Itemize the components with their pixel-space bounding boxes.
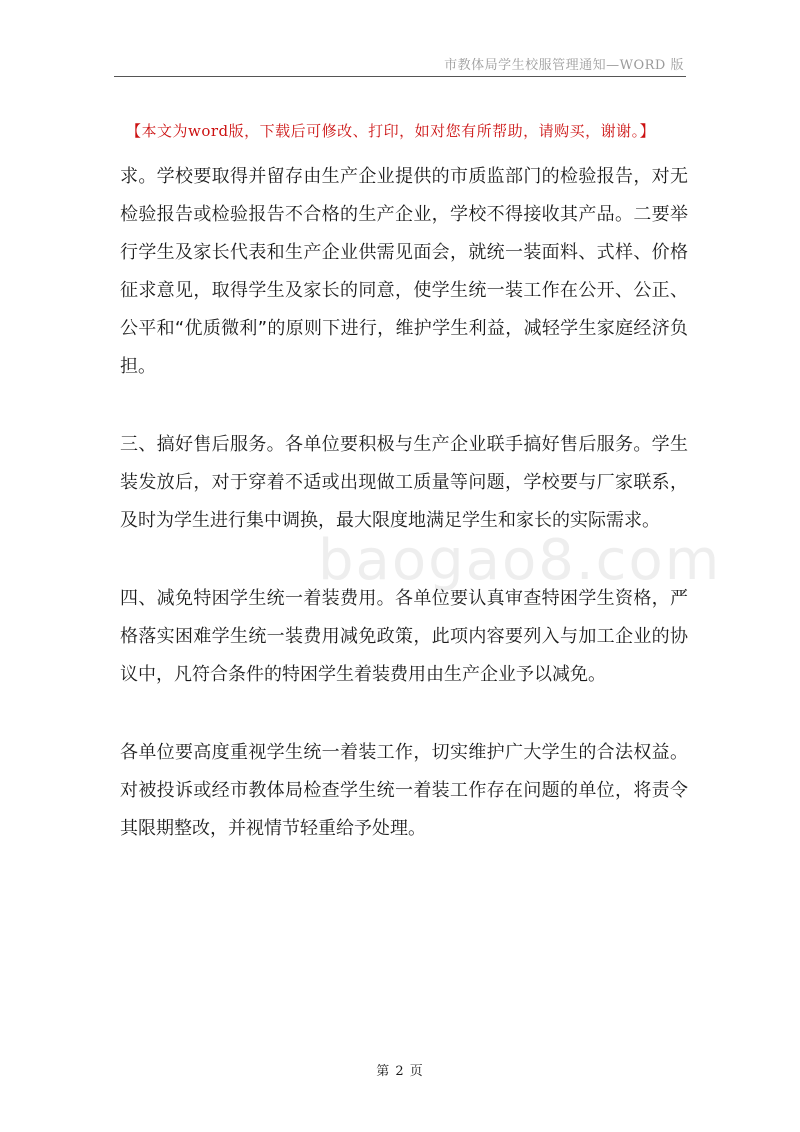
running-header: 市教体局学生校服管理通知—WORD 版 — [444, 58, 684, 73]
paragraph-fee-waiver: 四、减免特困学生统一着装费用。各单位要认真审查特困学生资格，严格落实困难学生统一装费用减免政策，此项内容要列入与加工企业的协议中，凡符合条件的特困学生着装费用由生产企业予以减免。 — [120, 588, 688, 685]
paragraph-continuation: 求。学校要取得并留存由生产企业提供的市质监部门的检验报告，对无检验报告或检验报告不合格的生产企业，学校不得接收其产品。二要举行学生及家长代表和生产企业供需见面会，就统一装面料、式样、价格征求意见，取得学生及家长的同意，使学生统一装工作在公开、公正、公平和“优质微利”的原则下进行，维护学生利益，减轻学生家庭经济负担。 — [120, 166, 688, 377]
document-body — [120, 158, 688, 848]
paragraph-after-sales: 三、搞好售后服务。各单位要积极与生产企业联手搞好售后服务。学生装发放后，对于穿着不适或出现做工质量等问题，学校要与厂家联系，及时为学生进行集中调换，最大限度地满足学生和家长的实际需求。 — [120, 434, 688, 531]
download-notice: 【本文为word版，下载后可修改、打印，如对您有所帮助，请购买，谢谢。】 — [126, 122, 656, 140]
page-number: 第 2 页 — [376, 1064, 424, 1079]
watermark: baogao8.com — [318, 528, 722, 593]
header-rule — [114, 76, 686, 77]
paragraph-conclusion: 各单位要高度重视学生统一着装工作，切实维护广大学生的合法权益。对被投诉或经市教体局检查学生统一着装工作存在问题的单位，将责令其限期整改，并视情节轻重给予处理。 — [120, 742, 688, 839]
